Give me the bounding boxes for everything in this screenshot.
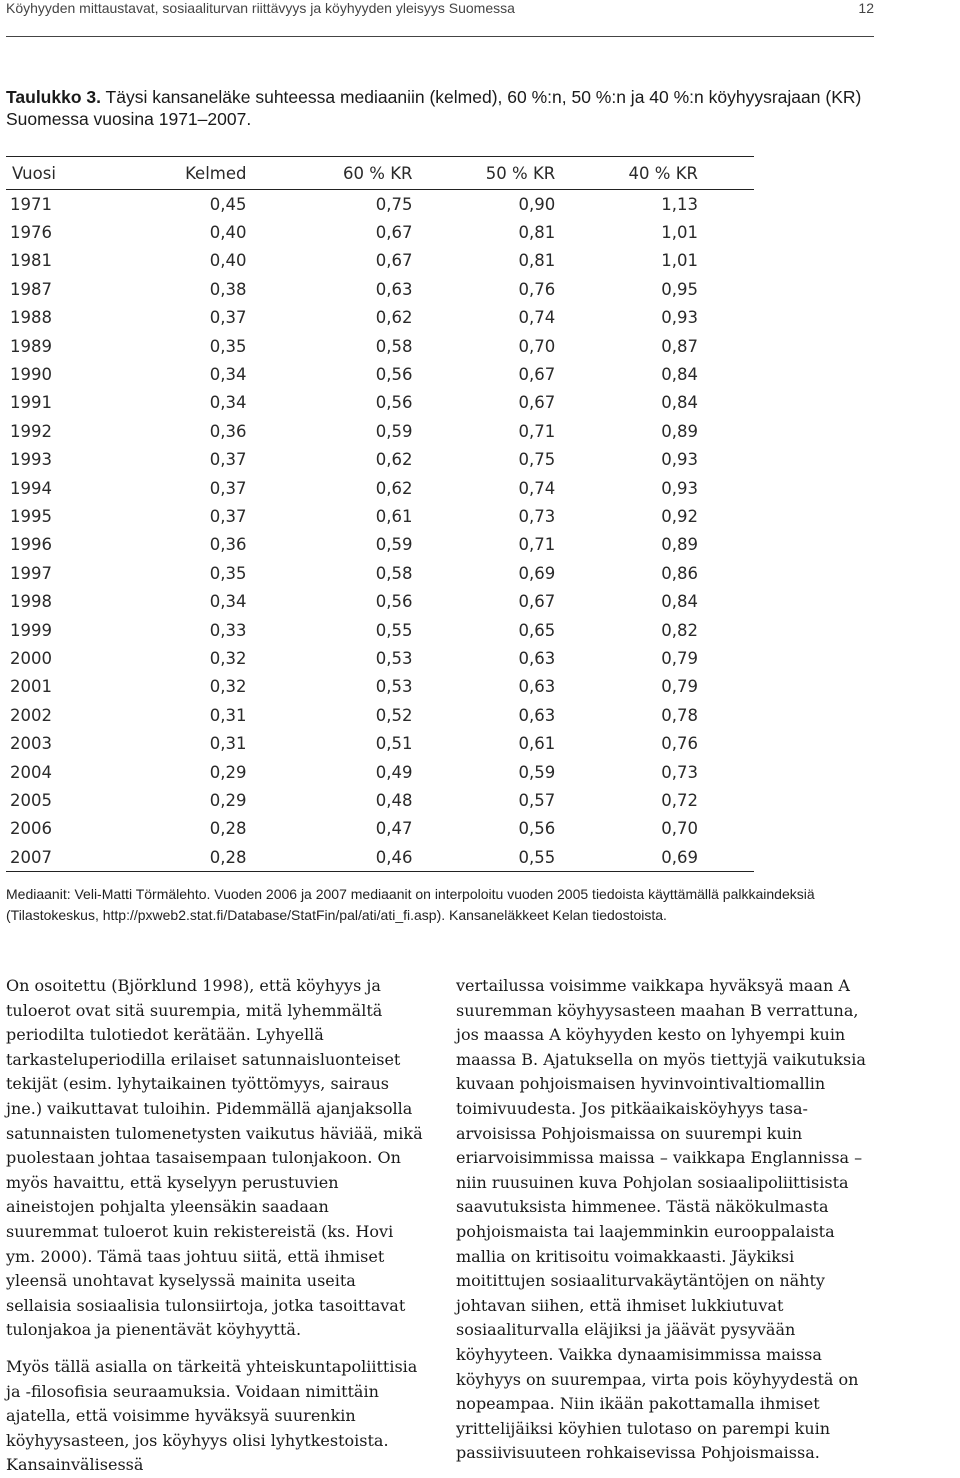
table-cell: 1981 (10, 251, 52, 271)
table-row (6, 417, 754, 445)
table-row (6, 786, 754, 814)
table-cell: 0,55 (375, 620, 413, 640)
body-column-right (456, 974, 874, 1466)
table-cell: 1996 (10, 535, 52, 555)
table-cell: 0,56 (375, 365, 413, 385)
header-kelmed: Kelmed (127, 157, 303, 190)
body-column-left (6, 974, 424, 1478)
table-cell: 0,69 (518, 563, 556, 583)
table-cell: 0,86 (661, 563, 698, 583)
table-caption-label: Taulukko 3. (6, 87, 101, 107)
table-cell: 0,67 (518, 365, 556, 385)
table-cell: 0,59 (375, 535, 413, 555)
table-cell: 0,79 (661, 677, 698, 697)
table-cell: 0,59 (375, 421, 413, 441)
table-cell: 0,34 (209, 365, 247, 385)
table-row (6, 531, 754, 559)
table-cell: 0,89 (661, 421, 698, 441)
table-row (6, 275, 754, 303)
table-cell: 0,89 (661, 535, 698, 555)
pension-ratio-table (6, 156, 754, 872)
table-row (6, 190, 754, 219)
table-cell: 0,63 (518, 705, 556, 725)
table-cell: 0,67 (375, 251, 413, 271)
table-row (6, 701, 754, 729)
table-cell: 0,81 (518, 251, 556, 271)
paragraph: vertailussa voisimme vaikkapa hyväksyä maan A suuremman köyhyysasteen maahan B verrattuna, jos maassa A köyhyyden kesto on lyhyempi kuin maassa B. Ajatuksella on myös tiettyjä vaikutuksia kuvaan pohjoismaisen hyvinvointivaltiomallin toimivuudesta. Jos pitkäaikaisköyhyys tasa-arvoisissa Pohjoismaissa on suurempi kuin eriarvoisimmissa maissa – vaikkapa Englannissa – niin ruusuinen kuva Pohjolan sosiaalipoliittisista saavutuksista himmenee. Tästä näkökulmasta pohjoismaista tai laajemminkin eurooppalaista mallia on kritisoitu voimakkaasti. Jäykiksi moitittujen sosiaaliturvakäytäntöjen on nähty johtavan siihen, että ihmiset lukkiutuvat sosiaaliturvalla eläjiksi ja jäävät pysyvään köyhyyteen. Vaikka dynaamisimmissa maissa köyhyys on suurempaa, virta pois köyhyydestä on nopeampaa. Niin ikään pakottamalla ihmiset yrittelijäiksi köyhien tulotaso on parempi kuin passiivisuuteen rohkaisevissa Pohjoismaissa. (456, 976, 866, 1463)
table-cell: 0,28 (209, 819, 247, 839)
table-cell: 0,45 (209, 194, 247, 214)
header-50kr: 50 % KR (469, 157, 612, 190)
table-cell: 2005 (10, 790, 52, 810)
table-cell: 0,55 (469, 843, 612, 872)
table-cell: 0,65 (518, 620, 556, 640)
table-cell: 0,93 (661, 478, 698, 498)
table-cell: 0,53 (375, 677, 413, 697)
table-cell: 0,33 (209, 620, 247, 640)
table-row (6, 587, 754, 615)
table-cell: 2003 (10, 734, 52, 754)
table-cell: 0,72 (661, 790, 698, 810)
table-cell: 0,37 (209, 308, 247, 328)
table-cell: 0,29 (209, 790, 247, 810)
table-row (6, 815, 754, 843)
table-cell: 1976 (10, 223, 52, 243)
table-cell: 0,28 (127, 843, 303, 872)
header-60kr: 60 % KR (303, 157, 469, 190)
table-row (6, 389, 754, 417)
table-cell: 0,84 (661, 592, 698, 612)
table-cell: 0,61 (518, 734, 556, 754)
table-cell: 1993 (10, 450, 52, 470)
table-cell: 0,57 (518, 790, 556, 810)
table-cell: 0,74 (518, 308, 556, 328)
table-cell: 0,84 (661, 365, 698, 385)
table-cell: 0,46 (303, 843, 469, 872)
table-cell: 2002 (10, 705, 52, 725)
table-cell: 0,78 (661, 705, 698, 725)
table-cell: 0,34 (209, 592, 247, 612)
table-cell: 0,56 (375, 393, 413, 413)
table-cell: 0,32 (209, 677, 247, 697)
table-cell: 1989 (10, 336, 52, 356)
table-row (6, 474, 754, 502)
header-year: Vuosi (6, 157, 127, 190)
table-cell: 0,35 (209, 563, 247, 583)
table-cell: 0,31 (209, 705, 247, 725)
table-cell: 0,36 (209, 535, 247, 555)
table-cell: 0,75 (375, 194, 413, 214)
table-cell: 0,63 (375, 279, 413, 299)
table-cell: 0,75 (518, 450, 556, 470)
table-cell: 2004 (10, 762, 52, 782)
table-cell: 0,34 (209, 393, 247, 413)
table-cell: 2007 (6, 843, 127, 872)
table-cell: 0,63 (518, 677, 556, 697)
table-cell: 0,70 (518, 336, 556, 356)
table-row (6, 729, 754, 757)
table-cell: 1987 (10, 279, 52, 299)
table-cell: 0,36 (209, 421, 247, 441)
table-cell: 0,51 (375, 734, 413, 754)
table-cell: 0,37 (209, 450, 247, 470)
table-header-row (6, 157, 754, 190)
table-cell: 0,73 (518, 506, 556, 526)
table-cell: 0,40 (209, 251, 247, 271)
table-cell: 0,29 (209, 762, 247, 782)
table-cell: 0,40 (209, 223, 247, 243)
table-cell: 0,62 (375, 478, 413, 498)
page-header (6, 0, 874, 37)
table-cell: 0,47 (375, 819, 413, 839)
table-cell: 0,67 (518, 592, 556, 612)
table-row (6, 332, 754, 360)
table-cell: 1990 (10, 365, 52, 385)
paragraph: Myös tällä asialla on tärkeitä yhteiskuntapoliittisia ja -filosofisia seuraamuksia. Voidaan nimittäin ajatella, että voisimme hyväksyä suurenkin köyhyysasteen, jos köyhyys olisi lyhytkestoista. Kansainvälisessä (6, 1356, 418, 1475)
table-row (6, 502, 754, 530)
table-cell: 0,61 (375, 506, 413, 526)
table-caption-text: Täysi kansaneläke suhteessa mediaaniin (kelmed), 60 %:n, 50 %:n ja 40 %:n köyhyysrajaan (KR) Suomessa vuosina 1971–2007. (6, 87, 862, 129)
table-cell: 0,69 (611, 843, 754, 872)
table-cell: 0,82 (661, 620, 698, 640)
table-cell: 1995 (10, 506, 52, 526)
paragraph: On osoitettu (Björklund 1998), että köyhyys ja tuloerot ovat sitä suurempia, mitä lyhemmältä periodilta tulotiedot kerätään. Lyhyellä tarkasteluperiodilla erilaiset satunnaisluonteiset tekijät (esim. lyhytaikainen työttömyys, sairaus jne.) vaikuttavat tuloihin. Pidemmällä ajanjaksolla satunnaisten tulomenetysten vaikutus häviää, mikä puolestaan johtaa tasaisempaan tulonjakoon. On myös havaittu, että kyselyyn perustuvien aineistojen pohjalta yleensäkin saadaan suuremmat tuloerot kuin rekistereistä (ks. Hovi ym. 2000). Tämä taas johtuu siitä, että ihmiset yleensä unohtavat kyselyssä mainita useita sellaisia sosiaalisia tulonsiirtoja, jotka tasoittavat tulonjakoa ja pienentävät köyhyyttä. (6, 976, 423, 1340)
table-cell: 2000 (10, 648, 52, 668)
table-cell: 0,84 (661, 393, 698, 413)
source-note: Mediaanit: Veli-Matti Törmälehto. Vuoden 2006 ja 2007 mediaanit on interpoloitu vuoden 2005 tiedoista käyttämällä palkkaindeksiä (Tilastokeskus, http://pxweb2.stat.fi/Database/StatFin/pal/ati/ati_fi.asp). Kansaneläkkeet Kelan tiedostoista. (6, 886, 815, 923)
table-cell: 0,35 (209, 336, 247, 356)
table-cell: 0,53 (375, 648, 413, 668)
table-cell: 1971 (10, 194, 52, 214)
table-cell: 0,49 (375, 762, 413, 782)
table-cell: 0,93 (661, 308, 698, 328)
table-cell: 0,48 (375, 790, 413, 810)
table-cell: 0,56 (375, 592, 413, 612)
table-cell: 0,74 (518, 478, 556, 498)
table-cell: 0,37 (209, 478, 247, 498)
table-cell: 2001 (10, 677, 52, 697)
table-cell: 1998 (10, 592, 52, 612)
table-row (6, 247, 754, 275)
table-cell: 0,81 (518, 223, 556, 243)
table-cell: 0,52 (375, 705, 413, 725)
table-row (6, 673, 754, 701)
table-cell: 1,13 (661, 194, 698, 214)
table-cell: 0,37 (209, 506, 247, 526)
table-cell: 0,70 (661, 819, 698, 839)
table-cell: 0,58 (375, 336, 413, 356)
table-cell: 0,95 (661, 279, 698, 299)
table-cell: 0,71 (518, 535, 556, 555)
table-cell: 1999 (10, 620, 52, 640)
table-cell: 0,38 (209, 279, 247, 299)
header-40kr: 40 % KR (611, 157, 754, 190)
table-cell: 1994 (10, 478, 52, 498)
table-cell: 0,62 (375, 450, 413, 470)
table-row (6, 218, 754, 246)
table-cell: 0,76 (661, 734, 698, 754)
table-cell: 0,58 (375, 563, 413, 583)
table-cell: 0,31 (209, 734, 247, 754)
table-cell: 0,63 (518, 648, 556, 668)
table-row (6, 446, 754, 474)
table-cell: 1,01 (661, 251, 698, 271)
table-cell: 0,71 (518, 421, 556, 441)
table-cell: 0,62 (375, 308, 413, 328)
table-cell: 1988 (10, 308, 52, 328)
table-cell: 1991 (10, 393, 52, 413)
table-cell: 1997 (10, 563, 52, 583)
table-row (6, 559, 754, 587)
table-cell: 1992 (10, 421, 52, 441)
table-cell: 2006 (10, 819, 52, 839)
page-number: 12 (858, 0, 874, 16)
table-cell: 0,73 (661, 762, 698, 782)
table-cell: 0,67 (375, 223, 413, 243)
table-cell: 0,90 (518, 194, 556, 214)
table-cell: 0,76 (518, 279, 556, 299)
table-body (6, 190, 754, 872)
table-row (6, 616, 754, 644)
table-cell: 1,01 (661, 223, 698, 243)
table-cell: 0,92 (661, 506, 698, 526)
table-cell: 0,79 (661, 648, 698, 668)
table-cell: 0,32 (209, 648, 247, 668)
table-row (6, 304, 754, 332)
table-row (6, 644, 754, 672)
table-cell: 0,93 (661, 450, 698, 470)
running-title: Köyhyyden mittaustavat, sosiaaliturvan riittävyys ja köyhyyden yleisyys Suomessa (6, 0, 515, 16)
table-row (6, 758, 754, 786)
table-row (6, 360, 754, 388)
table-cell: 0,56 (518, 819, 556, 839)
table-cell: 0,59 (518, 762, 556, 782)
table-caption (6, 86, 886, 130)
table-cell: 0,67 (518, 393, 556, 413)
table-row (6, 843, 754, 872)
table-cell: 0,87 (661, 336, 698, 356)
